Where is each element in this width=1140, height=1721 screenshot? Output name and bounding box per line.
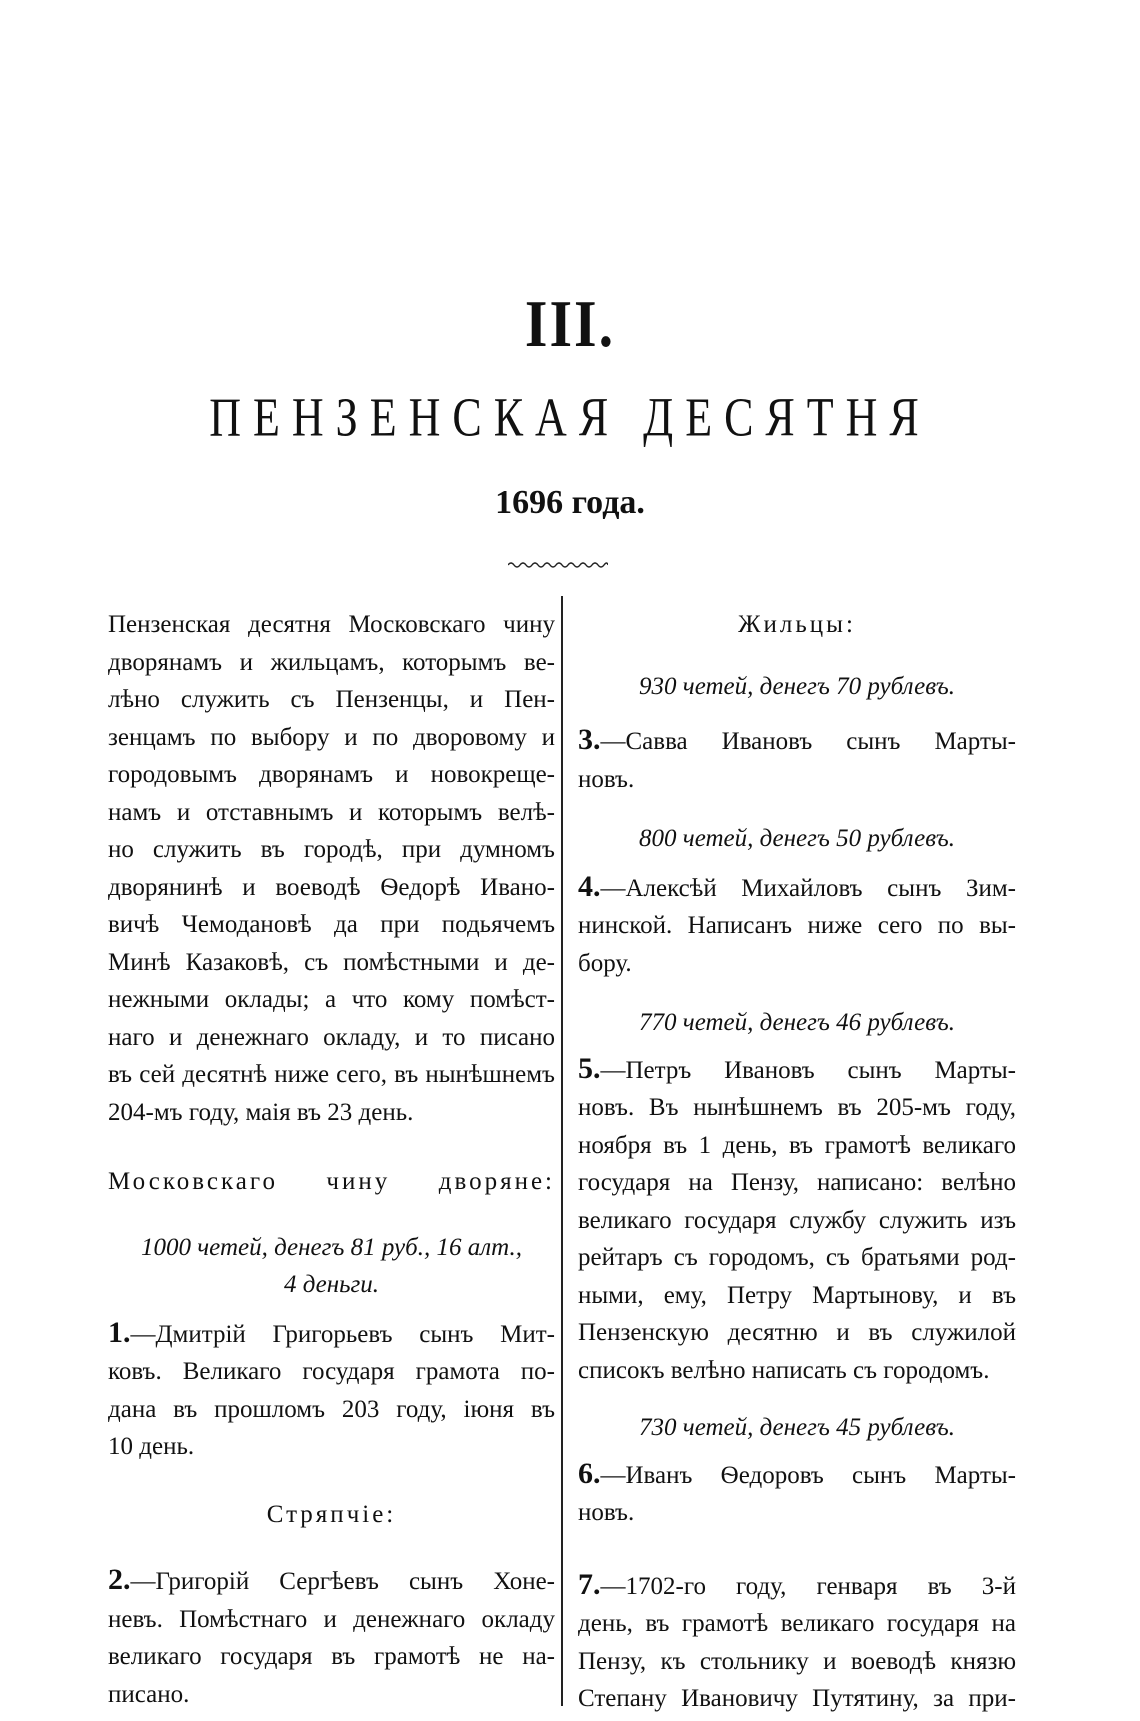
entry-first-line: —Петръ Ивановъ сынъ Марты- (600, 1056, 1016, 1084)
section-heading-moscow: Московскаго чину дворяне: (108, 1168, 555, 1195)
page-year: 1696 года. (495, 484, 645, 521)
salary-line-4: 800 четей, денегъ 50 рублевъ. (639, 825, 955, 852)
entry-2 (108, 1561, 555, 1713)
text-line: Пензенская десятня Московскаго чину (108, 611, 555, 638)
text-line: 204-мъ году, маія въ 23 день. (108, 1098, 414, 1126)
left-column (108, 606, 555, 1713)
salary-text: 1000 четей, денегъ 81 руб., 16 алт., (141, 1233, 522, 1261)
salary-line-5: 770 четей, денегъ 46 рублевъ. (639, 1009, 955, 1036)
entry-5 (578, 1050, 1016, 1390)
section-heading-stryapchie: Стряпчіе: (266, 1500, 397, 1528)
text-line: лѣно служить съ Пензенцы, и Пен- (108, 686, 555, 713)
entry-first-line: —Савва Ивановъ сынъ Марты- (600, 728, 1016, 755)
text-line: новъ. (578, 765, 635, 793)
text-line: Пензу, къ стольнику и воеводѣ князю (578, 1647, 1016, 1675)
entry-number: 1. (108, 1315, 131, 1349)
entry-1 (108, 1314, 555, 1466)
page-title: ПЕНЗЕНСКАЯ ДЕСЯТНЯ (209, 386, 931, 449)
entry-number: 4. (578, 869, 601, 903)
salary-text: 4 деньги. (283, 1271, 380, 1298)
salary-line-1 (108, 1229, 555, 1304)
text-line: но служить въ городѣ, при думномъ (108, 836, 555, 863)
section-heading-zhiltsy: Жильцы: (738, 611, 856, 638)
decorative-wavy-rule (508, 560, 608, 570)
entry-first-line: —Григорій Сергѣевъ сынъ Хоне- (130, 1568, 555, 1595)
entry-number: 7. (578, 1567, 601, 1601)
entry-first-line: —1702-го году, генваря въ 3-й (600, 1572, 1016, 1600)
column-divider (561, 596, 563, 1706)
text-line: Минѣ Казаковѣ, съ помѣстными и де- (108, 948, 555, 976)
text-line: въ сей десятнѣ ниже сего, въ нынѣшнемъ (108, 1061, 555, 1088)
entry-number: 6. (578, 1456, 601, 1490)
text-line: дворянинѣ и воеводѣ Ѳедорѣ Ивано- (108, 873, 555, 901)
text-line: дворянамъ и жильцамъ, которымъ ве- (108, 648, 555, 676)
text-line: нинской. Написанъ ниже сего по вы- (578, 912, 1016, 939)
right-column (578, 606, 1016, 1718)
text-line: ковъ. Великаго государя грамота по- (108, 1358, 555, 1385)
text-line: рейтаръ съ городомъ, съ братьями род- (578, 1244, 1016, 1271)
text-line: Степану Ивановичу Путятину, за при- (578, 1685, 1016, 1712)
text-line: государя на Пензу, написано: велѣно (578, 1169, 1016, 1196)
entry-3 (578, 721, 1016, 798)
text-line: ными, ему, Петру Мартынову, и въ (578, 1281, 1016, 1309)
text-line: великаго государя службу служить изъ (578, 1206, 1016, 1234)
text-line: новъ. (578, 1499, 635, 1526)
text-line: наго и денежнаго окладу, и то писано (108, 1023, 555, 1051)
entry-first-line: —Дмитрій Григорьевъ сынъ Мит- (130, 1320, 555, 1348)
entry-first-line: —Иванъ Ѳедоровъ сынъ Марты- (600, 1461, 1016, 1489)
text-line: бору. (578, 949, 632, 977)
entry-4 (578, 868, 1016, 983)
text-line: новъ. Въ нынѣшнемъ въ 205-мъ году, (578, 1094, 1016, 1121)
text-line: день, въ грамотѣ великаго государя на (578, 1610, 1016, 1637)
text-line: 10 день. (108, 1433, 195, 1460)
entry-6 (578, 1455, 1016, 1532)
text-line: намъ и отставнымъ и которымъ велѣ- (108, 798, 555, 826)
intro-paragraph (108, 606, 555, 1131)
text-line: вичѣ Чемодановѣ да при подьячемъ (108, 911, 555, 938)
entry-7 (578, 1566, 1016, 1718)
text-line: Пензенскую десятню и въ служилой (578, 1319, 1016, 1346)
text-line: нежными оклады; а что кому помѣст- (108, 986, 555, 1013)
entry-number: 2. (108, 1563, 131, 1596)
entry-first-line: —Алексѣй Михайловъ сынъ Зим- (600, 874, 1016, 902)
text-line: зенцамъ по выбору и по дворовому и (108, 723, 555, 751)
text-line: писано. (108, 1680, 190, 1708)
entry-number: 3. (578, 723, 601, 756)
section-number: III. (524, 286, 616, 361)
entry-number: 5. (578, 1051, 601, 1085)
text-line: великаго государя въ грамотѣ не на- (108, 1643, 555, 1670)
text-line: городовымъ дворянамъ и новокреще- (108, 761, 555, 788)
salary-line-6: 730 четей, денегъ 45 рублевъ. (639, 1414, 955, 1441)
salary-line-3: 930 четей, денегъ 70 рублевъ. (639, 672, 955, 700)
text-line: дана въ прошломъ 203 году, іюня въ (108, 1395, 555, 1423)
text-line: невъ. Помѣстнаго и денежнаго окладу (108, 1605, 555, 1633)
text-line: списокъ велѣно написать съ городомъ. (578, 1356, 990, 1384)
text-line: ноября въ 1 день, въ грамотѣ великаго (578, 1131, 1016, 1159)
